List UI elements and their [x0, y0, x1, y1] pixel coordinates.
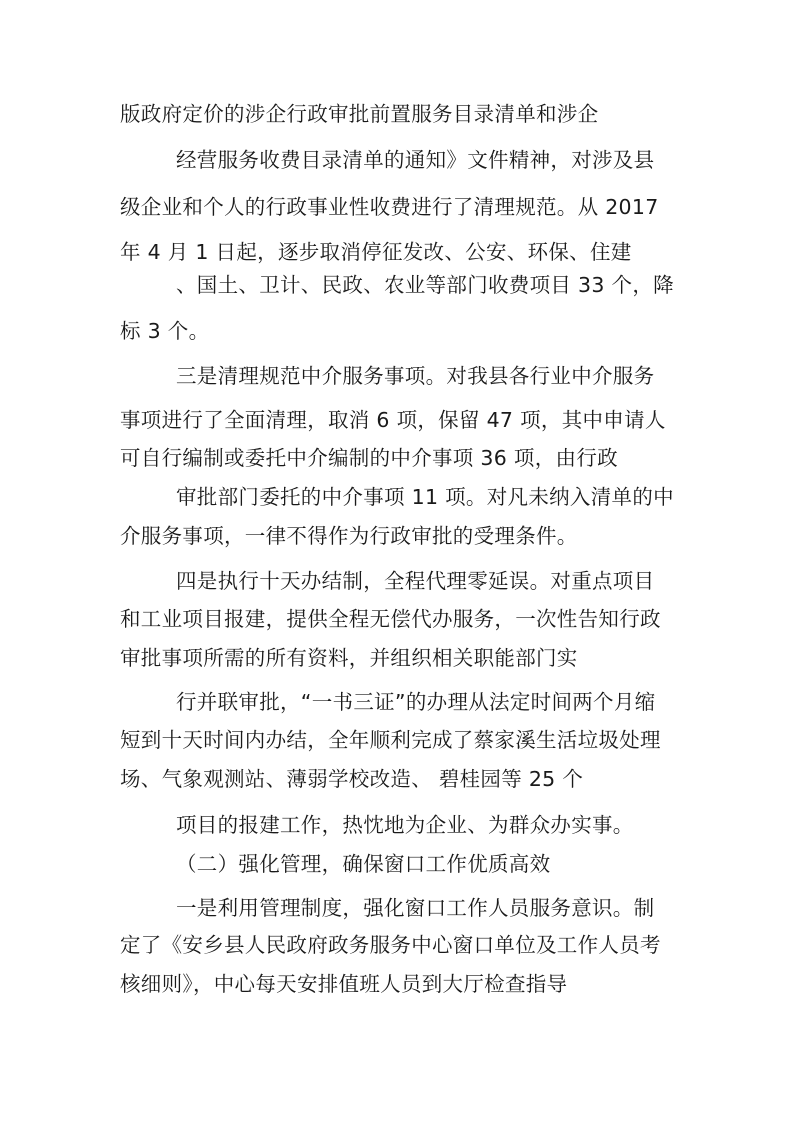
text-line: 级企业和个人的行政事业性收费进行了清理规范。从 2017 — [120, 195, 659, 219]
text-line: 核细则》，中心每天安排值班人员到大厅检查指导 — [120, 972, 568, 996]
text-line: 短到十天时间内办结，全年顺利完成了蔡家溪生活垃圾处理 — [120, 728, 661, 752]
text-line: 审批事项所需的所有资料，并组织相关职能部门实 — [120, 646, 578, 670]
text-line: 定了《安乡县人民政府政务服务中心窗口单位及工作人员考 — [120, 933, 661, 957]
text-line: 审批部门委托的中介事项 11 项。对凡未纳入清单的中 — [176, 485, 674, 509]
text-line: 经营服务收费目录清单的通知》文件精神，对涉及县 — [176, 148, 655, 172]
text-line: 四是执行十天办结制，全程代理零延误。对重点项目 — [176, 569, 655, 593]
text-line: 年 4 月 1 日起，逐步取消停征发改、公安、环保、住建 — [120, 240, 632, 264]
text-line: 、国土、卫计、民政、农业等部门收费项目 33 个，降 — [176, 273, 674, 297]
text-line: 三是清理规范中介服务事项。对我县各行业中介服务 — [176, 364, 655, 388]
text-line: 介服务事项，一律不得作为行政审批的受理条件。 — [120, 524, 578, 548]
text-line: 和工业项目报建，提供全程无偿代办服务，一次性告知行政 — [120, 607, 661, 631]
text-line: 一是利用管理制度，强化窗口工作人员服务意识。制 — [176, 896, 655, 920]
text-line: 事项进行了全面清理，取消 6 项，保留 47 项，其中申请人 — [120, 408, 666, 432]
text-line: 可自行编制或委托中介编制的中介事项 36 项，由行政 — [120, 446, 618, 470]
text-line: 场、气象观测站、薄弱学校改造、 碧桂园等 25 个 — [120, 767, 584, 791]
text-line: 行并联审批，“一书三证”的办理从法定时间两个月缩 — [176, 690, 656, 714]
section-heading: （二）强化管理，确保窗口工作优质高效 — [176, 852, 551, 876]
text-line: 项目的报建工作，热忱地为企业、为群众办实事。 — [176, 813, 634, 837]
text-line: 标 3 个。 — [120, 319, 210, 343]
text-line: 版政府定价的涉企行政审批前置服务目录清单和涉企 — [120, 102, 599, 126]
